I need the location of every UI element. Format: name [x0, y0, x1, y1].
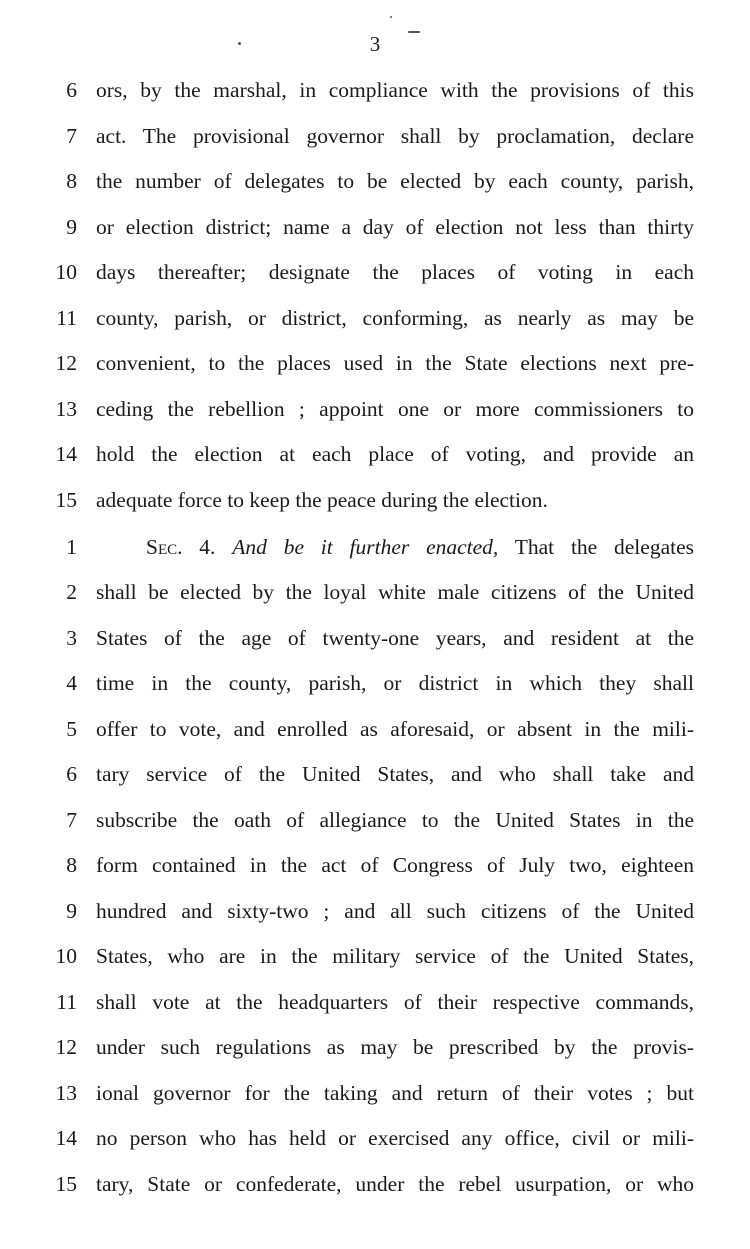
- text-line: [0, 934, 750, 980]
- text-line: [0, 341, 750, 387]
- line-text: under such regulations as may be prescribed by the provis-: [96, 1035, 694, 1059]
- line-number: 7: [66, 123, 77, 148]
- page-number: 3: [369, 32, 381, 56]
- text-line: [0, 250, 750, 296]
- line-text-rest: That the delegates: [514, 534, 694, 559]
- line-text: shall be elected by the loyal white male citizens of the United: [96, 580, 694, 604]
- text-line: [0, 980, 750, 1026]
- line-number: 3: [66, 625, 77, 650]
- line-text: States, who are in the military service of the United States,: [96, 944, 694, 968]
- text-line: [0, 387, 750, 433]
- line-number: 12: [55, 351, 77, 375]
- section-heading-line: [0, 525, 750, 571]
- line-number: 2: [66, 580, 77, 604]
- line-text: tary, State or confederate, under the rebel usurpation, or who: [96, 1171, 694, 1196]
- line-text: ors, by the marshal, in compliance with the provisions of this: [96, 78, 694, 102]
- text-line: [0, 205, 750, 251]
- text-line: [0, 616, 750, 662]
- line-number: 13: [55, 1080, 77, 1105]
- text-line: [0, 752, 750, 798]
- line-text: States of the age of twenty-one years, and resident at the: [96, 625, 694, 650]
- text-line: [0, 1071, 750, 1117]
- line-text: hundred and sixty-two ; and all such citizens of the United: [96, 898, 694, 923]
- line-text: adequate force to keep the peace during the election.: [96, 487, 548, 512]
- line-number: 14: [55, 1126, 77, 1150]
- line-number: 7: [66, 807, 77, 832]
- line-text: county, parish, or district, conforming, as nearly as may be: [96, 305, 694, 330]
- text-line: [0, 478, 750, 524]
- line-text: time in the county, parish, or district in which they shall: [96, 671, 694, 695]
- line-text: or election district; name a day of election not less than thirty: [96, 214, 694, 239]
- line-number: 12: [55, 1035, 77, 1059]
- text-line: [0, 159, 750, 205]
- text-line: [0, 296, 750, 342]
- line-number: 11: [56, 305, 77, 330]
- line-number: 6: [66, 762, 77, 786]
- line-text: no person who has held or exercised any office, civil or mili-: [96, 1126, 694, 1150]
- line-text: subscribe the oath of allegiance to the United States in the: [96, 807, 694, 832]
- line-number: 8: [66, 853, 77, 877]
- text-line: [0, 570, 750, 616]
- line-number: 6: [66, 78, 77, 102]
- text-line: [0, 432, 750, 478]
- line-text: tary service of the United States, and who shall take and: [96, 762, 694, 786]
- line-number: 10: [55, 260, 77, 284]
- text-body: [0, 68, 750, 1207]
- text-line: [0, 1025, 750, 1071]
- line-text: ional governor for the taking and return of their votes ; but: [96, 1080, 694, 1105]
- line-number: 9: [66, 898, 77, 923]
- text-line: [0, 843, 750, 889]
- enacting-clause: And be it further enacted,: [232, 534, 499, 559]
- text-line: [0, 1116, 750, 1162]
- line-number: 4: [66, 671, 77, 695]
- line-number: 11: [56, 989, 77, 1014]
- line-text: offer to vote, and enrolled as aforesaid, or absent in the mili-: [96, 716, 694, 741]
- line-text: days thereafter; designate the places of voting in each: [96, 260, 694, 284]
- line-number: 5: [66, 716, 77, 741]
- text-line: [0, 798, 750, 844]
- line-text: act. The provisional governor shall by proclamation, declare: [96, 123, 694, 148]
- line-text: convenient, to the places used in the State elections next pre-: [96, 351, 694, 375]
- line-text: shall vote at the headquarters of their respective commands,: [96, 989, 694, 1014]
- line-number: 9: [66, 214, 77, 239]
- line-text: hold the election at each place of voting, and provide an: [96, 442, 694, 466]
- text-line: [0, 1162, 750, 1208]
- text-line: [0, 889, 750, 935]
- line-number: 1: [66, 534, 77, 559]
- section-label: Sec. 4.: [146, 534, 216, 559]
- print-speck: [390, 16, 392, 18]
- line-number: 15: [55, 487, 77, 512]
- line-number: 13: [55, 396, 77, 421]
- text-line: [0, 114, 750, 160]
- line-number: 8: [66, 169, 77, 193]
- text-line: [0, 661, 750, 707]
- line-number: 14: [55, 442, 77, 466]
- text-line: [0, 707, 750, 753]
- text-line: [0, 68, 750, 114]
- line-text: the number of delegates to be elected by each county, parish,: [96, 169, 694, 193]
- line-number: 10: [55, 944, 77, 968]
- line-number: 15: [55, 1171, 77, 1196]
- line-text: form contained in the act of Congress of July two, eighteen: [96, 853, 694, 877]
- line-text: ceding the rebellion ; appoint one or more commissioners to: [96, 396, 694, 421]
- line-text: [146, 525, 694, 571]
